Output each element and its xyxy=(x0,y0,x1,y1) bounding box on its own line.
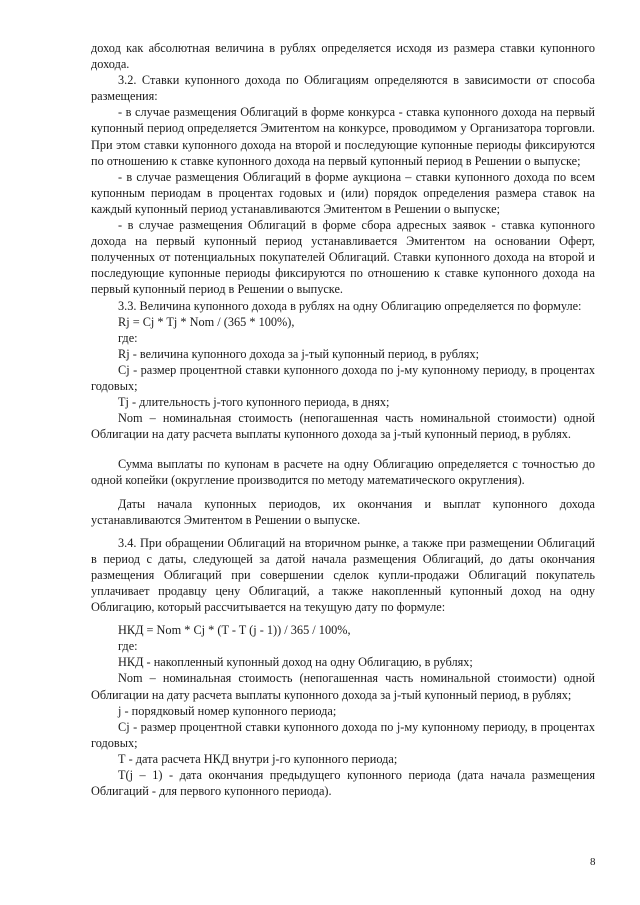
paragraph-contest-placement: - в случае размещения Облигаций в форме конкурса - ставка купонного дохода на первый купонный период определяется Эмитентом на конкурсе, проводимом у Организатора торговли. При этом ставки купонного дохода на второй и последующие купонные периоды фиксируются по отношению к ставке купонного дохода на первый купонный период в Решении о выпуске; xyxy=(91,105,595,168)
paragraph-coupon-income-tail: доход как абсолютная величина в рублях определяется исходя из размера ставки купонного дохода. xyxy=(91,41,595,72)
paragraph-coupon-dates: Даты начала купонных периодов, их окончания и выплат купонного дохода устанавливаются Эмитентом в Решении о выпуске. xyxy=(91,496,595,527)
paragraph-rounding: Сумма выплаты по купонам в расчете на одну Облигацию определяется с точностью до одной копейки (округление производится по методу математического округления). xyxy=(91,457,595,488)
definition-nom: Nom – номинальная стоимость (непогашенная часть номинальной стоимости) одной Облигации на дату расчета выплаты купонного дохода за j-тый купонный период, в рублях. xyxy=(91,411,595,442)
page-number: 8 xyxy=(590,856,596,868)
definition-nom-2: Nom – номинальная стоимость (непогашенная часть номинальной стоимости) одной Облигации на дату расчета выплаты купонного дохода за j-тый купонный период, в рублях; xyxy=(91,671,595,702)
definition-t-prev: T(j – 1) - дата окончания предыдущего купонного периода (дата начала размещения Облигаций - для первого купонного периода). xyxy=(91,768,595,799)
definition-j: j - порядковый номер купонного периода; xyxy=(118,703,337,718)
paragraph-auction-placement: - в случае размещения Облигаций в форме аукциона – ставки купонного дохода по всем купонным периодам в процентах годовых и (или) порядок определения размера ставок на каждый купонный период устанавливаются Эмитентом в Решении о выпуске; xyxy=(91,169,595,216)
formula-where-label-2: где: xyxy=(118,639,138,654)
definition-cj-2: Cj - размер процентной ставки купонного дохода по j-му купонному периоду, в процентах годовых; xyxy=(91,719,595,750)
formula-where-label: где: xyxy=(118,330,138,345)
definition-cj: Cj - размер процентной ставки купонного дохода по j-му купонному периоду, в процентах годовых; xyxy=(91,362,595,393)
definition-t: Т - дата расчета НКД внутри j-го купонного периода; xyxy=(118,751,398,766)
paragraph-section-3-2: 3.2. Ставки купонного дохода по Облигациям определяются в зависимости от способа размещения: xyxy=(91,73,595,104)
document-body xyxy=(91,40,595,799)
paragraph-section-3-4: 3.4. При обращении Облигаций на вторичном рынке, а также при размещении Облигаций в период с даты, следующей за датой начала размещения Облигаций, до даты окончания размещения Облигаций при совершении сделок купли-продажи Облигаций покупатель уплачивает продавцу цену Облигаций, а также накопленный купонный доход на одну Облигацию, который рассчитывается на текущую дату по формуле: xyxy=(91,535,595,615)
definition-rj: Rj - величина купонного дохода за j-тый купонный период, в рублях; xyxy=(118,346,480,361)
definition-tj: Tj - длительность j-того купонного периода, в днях; xyxy=(118,395,390,410)
formula-coupon-income: Rj = Cj * Tj * Nom / (365 * 100%), xyxy=(118,314,295,329)
paragraph-bookbuilding-placement: - в случае размещения Облигаций в форме сбора адресных заявок - ставка купонного дохода на первый купонный период устанавливается Эмитентом на основании Оферт, полученных от потенциальных покупателей Облигаций. Ставки купонного дохода на второй и последующие купонные периоды фиксируются по отношению к ставке купонного дохода на первый купонный период в Решении о выпуске. xyxy=(91,218,595,297)
paragraph-section-3-3: 3.3. Величина купонного дохода в рублях на одну Облигацию определяется по формуле: xyxy=(118,298,582,313)
definition-nkd: НКД - накопленный купонный доход на одну Облигацию, в рублях; xyxy=(118,655,473,670)
formula-accrued-income: НКД = Nom * Cj * (T - T (j - 1)) / 365 / 100%, xyxy=(118,623,351,638)
